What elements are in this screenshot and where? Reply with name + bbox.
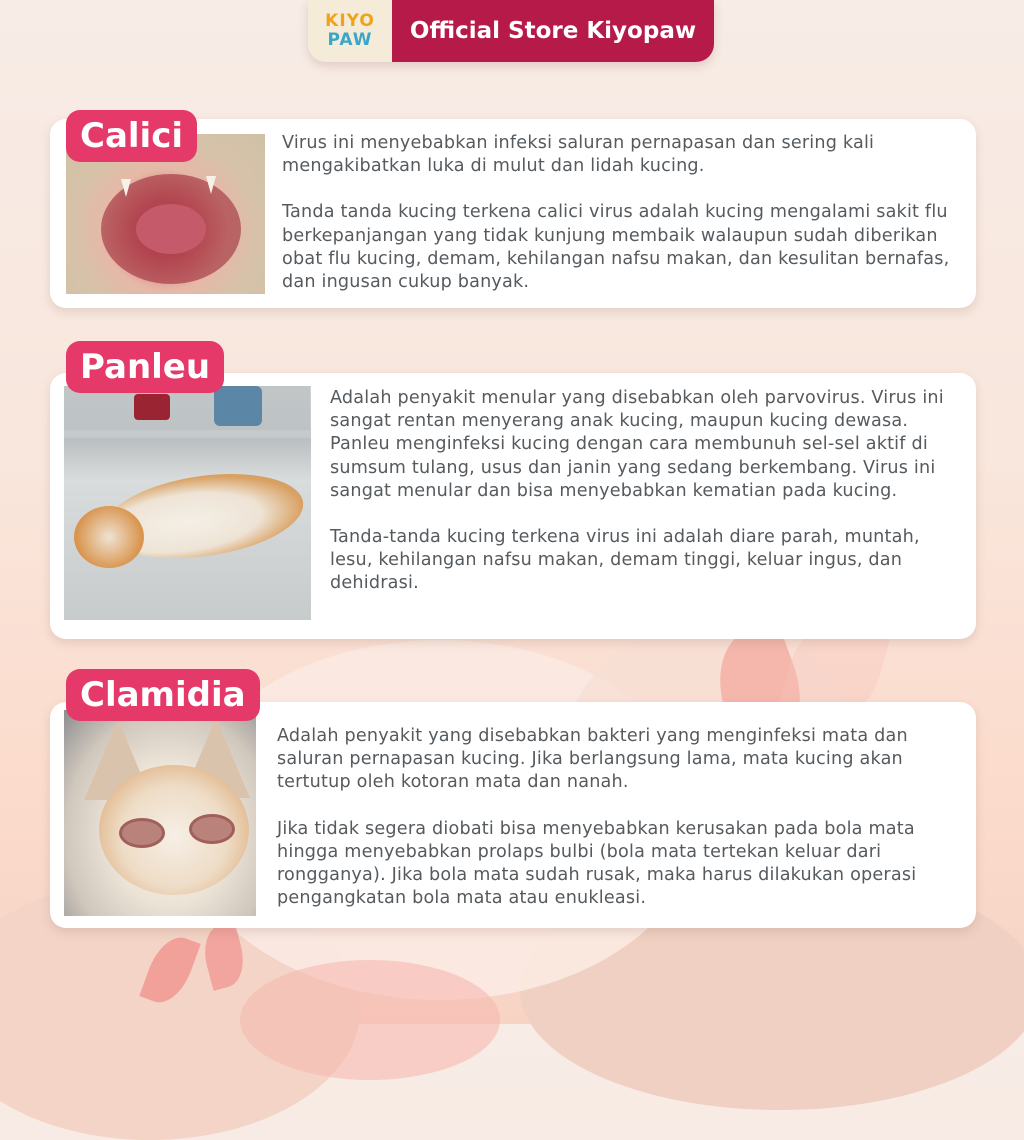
clamidia-description [277,725,967,910]
calici-paragraph: Tanda tanda kucing terkena calici virus adalah kucing mengalami sakit flu berkepanjangan yang tidak kunjung membaik walaupun sudah diberikan obat flu kucing, demam, kehilangan nafsu makan, dan kesulitan bernafas, dan ingusan cukup banyak. [282,202,950,293]
clamidia-paragraph: Jika tidak segera diobati bisa menyebabkan kerusakan pada bola mata hingga menyebabkan prolaps bulbi (bola mata tertekan keluar dari rongganya). Jika bola mata sudah rusak, maka harus dilakukan operasi pengangkatan bola mata atau enukleasi. [277,818,917,909]
panleu-description [330,387,966,596]
panleu-paragraph: Adalah penyakit menular yang disebabkan oleh parvovirus. Virus ini sangat rentan menyerang anak kucing, maupun kucing dewasa. Panleu menginfeksi kucing dengan cara membunuh sel-sel aktif di sumsum tulang, usus dan janin yang sedang berkembang. Virus ini sangat menular dan bisa menyebabkan kematian pada kucing. [330,388,944,501]
panleu-paragraph: Tanda-tanda kucing terkena virus ini adalah diare parah, muntah, lesu, kehilangan nafsu makan, demam tinggi, keluar ingus, dan dehidrasi. [330,527,920,594]
store-header [308,0,714,62]
brand-logo [308,0,392,62]
store-title: Official Store Kiyopaw [392,0,714,62]
background-shape [240,960,500,1080]
logo-top-text: KIYO [325,11,375,31]
panleu-tag: Panleu [66,341,224,393]
panleu-photo [64,386,311,620]
clamidia-tag: Clamidia [66,669,260,721]
clamidia-photo [64,710,256,916]
clamidia-paragraph: Adalah penyakit yang disebabkan bakteri yang menginfeksi mata dan saluran pernapasan kucing. Jika berlangsung lama, mata kucing akan tertutup oleh kotoran mata dan nanah. [277,726,908,793]
calici-tag: Calici [66,110,197,162]
calici-description [282,132,962,294]
logo-bottom-text: PAW [327,30,373,50]
calici-paragraph: Virus ini menyebabkan infeksi saluran pernapasan dan sering kali mengakibatkan luka di mulut dan lidah kucing. [282,133,875,177]
